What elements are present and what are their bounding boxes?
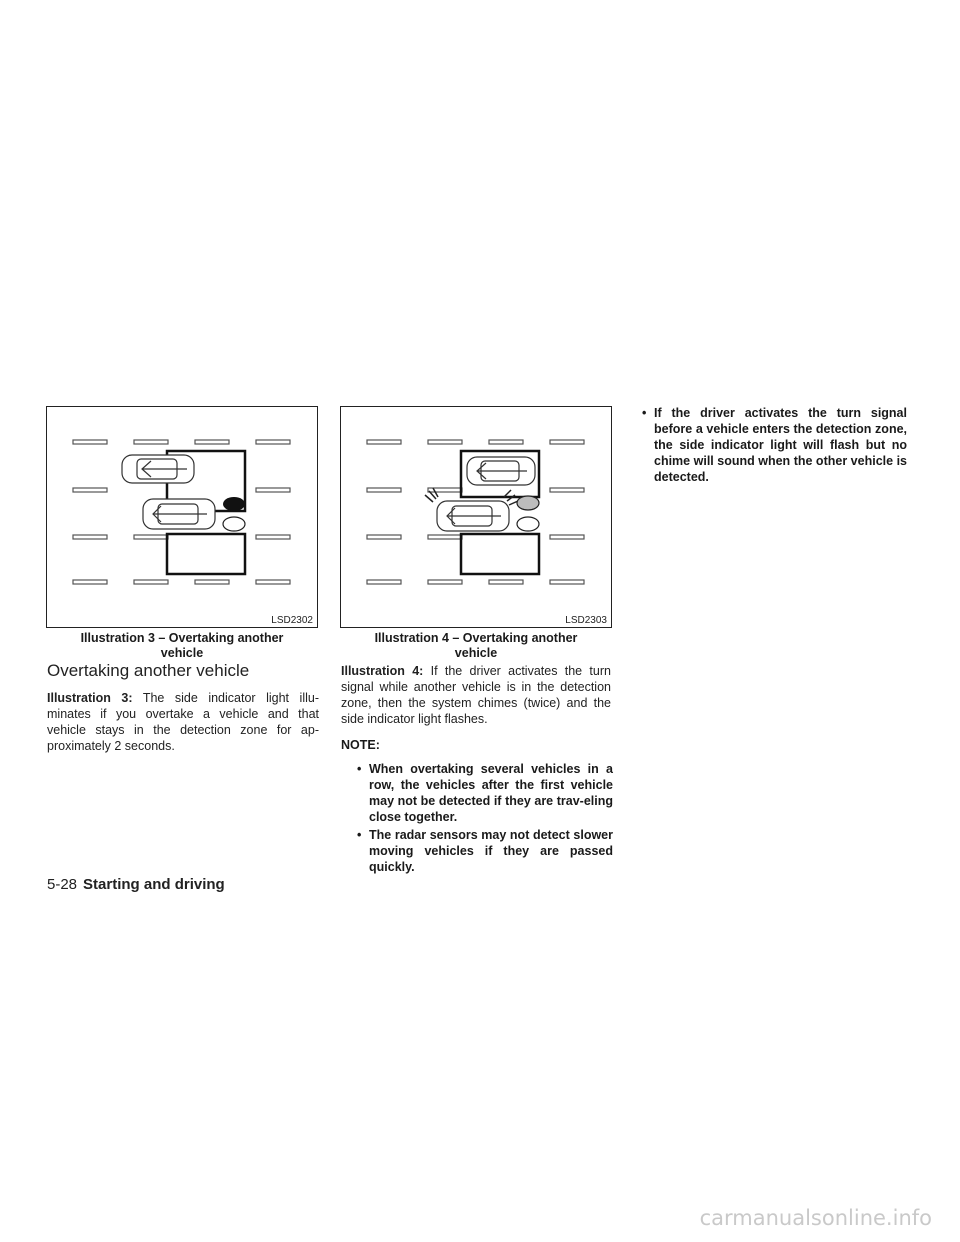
section-heading: Overtaking another vehicle	[47, 661, 250, 680]
lane-dash	[550, 440, 584, 444]
bullet-dot: •	[357, 762, 362, 776]
side-indicator-off	[223, 517, 245, 531]
lane-dash	[73, 488, 107, 492]
overtaken-car	[467, 457, 535, 485]
own-car	[437, 501, 509, 531]
illustration-3-figure	[46, 406, 318, 628]
illustration-4-paragraph	[341, 663, 611, 727]
lane-dash	[134, 580, 168, 584]
lane-dash	[489, 580, 523, 584]
illustration-4-text: If the driver activates the turn signal while another vehicle is in the detection zone, then the system chimes (twice) and the side indicator light flashes.	[341, 664, 611, 726]
figure-code: LSD2302	[271, 615, 313, 626]
illustration-4-diagram	[341, 407, 611, 627]
lane-dash	[367, 440, 401, 444]
own-car	[143, 499, 215, 529]
lane-dash	[134, 535, 168, 539]
note-label: NOTE:	[341, 738, 380, 752]
section-title: Starting and driving	[83, 876, 225, 893]
figure-code: LSD2303	[565, 615, 607, 626]
note-bullet-text: When overtaking several vehicles in a row, the vehicles after the first vehicle may not be detected if they are trav-eling close together.	[369, 762, 613, 824]
side-indicator-lit	[223, 497, 245, 511]
bullet-dot: •	[642, 406, 647, 420]
lane-dash	[550, 580, 584, 584]
illustration-3-caption	[46, 631, 318, 661]
side-indicator-flashing	[517, 496, 539, 510]
note-bullet	[634, 405, 907, 485]
lane-dash	[256, 488, 290, 492]
lane-dash	[73, 440, 107, 444]
lane-dash	[367, 535, 401, 539]
lane-dash	[73, 535, 107, 539]
lane-dash	[489, 440, 523, 444]
lane-dash	[134, 440, 168, 444]
note-bullet-text: If the driver activates the turn signal before a vehicle enters the detection zone, the side indicator light will flash but no chime will sound when the other vehicle is detected.	[654, 406, 907, 484]
page-footer	[47, 876, 225, 893]
watermark[interactable]: carmanualsonline.info	[699, 1206, 932, 1230]
lane-dash	[428, 440, 462, 444]
illustration-3-label: Illustration 3:	[47, 691, 133, 705]
lane-dash	[256, 580, 290, 584]
bullet-dot: •	[357, 828, 362, 842]
note-bullet-text: The radar sensors may not detect slower moving vehicles if they are passed quickly.	[369, 828, 613, 874]
lane-dash	[550, 488, 584, 492]
lane-dash	[256, 535, 290, 539]
detection-zone-lower	[461, 534, 539, 574]
caption-line: vehicle	[454, 646, 498, 660]
detection-zone-lower	[167, 534, 245, 574]
illustration-3-paragraph	[47, 690, 319, 754]
lane-dash	[195, 440, 229, 444]
illustration-4-figure	[340, 406, 612, 628]
lane-dash	[367, 580, 401, 584]
note-bullet	[349, 761, 613, 825]
caption-line: vehicle	[160, 646, 204, 660]
lane-dash	[428, 580, 462, 584]
side-indicator-off	[517, 517, 539, 531]
page-number: 5-28	[47, 876, 78, 893]
illustration-3-diagram	[47, 407, 317, 627]
note-bullet	[349, 827, 613, 875]
illustration-3-text: The side indicator light illu-minates if you overtake a vehicle and that vehicle stays in the detection zone for ap-proximately 2 seconds.	[47, 691, 319, 753]
lane-dash	[73, 580, 107, 584]
overtaken-car	[122, 455, 194, 483]
lane-dash	[428, 535, 462, 539]
caption-line: Illustration 3 – Overtaking another	[80, 631, 284, 645]
illustration-4-caption	[340, 631, 612, 661]
lane-dash	[550, 535, 584, 539]
lane-dash	[195, 580, 229, 584]
illustration-4-label: Illustration 4:	[341, 664, 424, 678]
lane-dash	[367, 488, 401, 492]
lane-dash	[256, 440, 290, 444]
caption-line: Illustration 4 – Overtaking another	[374, 631, 578, 645]
